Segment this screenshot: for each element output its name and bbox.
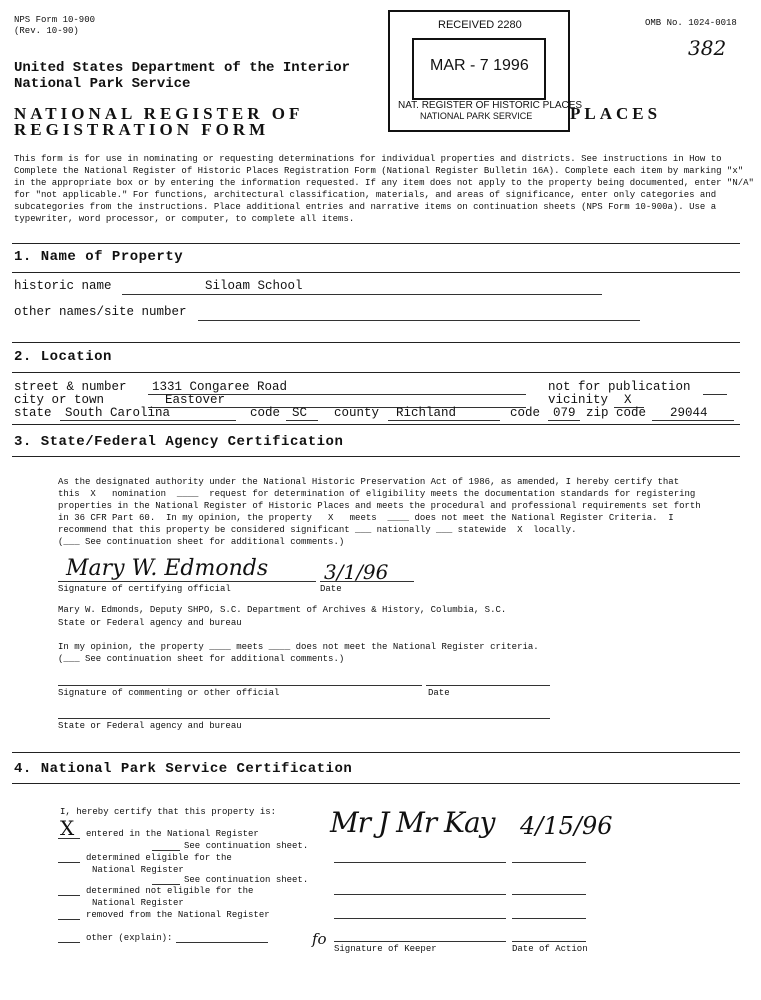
rule xyxy=(12,456,740,457)
keeper-line-1 xyxy=(334,862,506,863)
certifying-signature: Mary W. Edmonds xyxy=(66,556,269,581)
rule xyxy=(12,372,740,373)
street-value[interactable]: 1331 Congaree Road xyxy=(152,380,288,394)
entered-label: entered in the National Register xyxy=(86,829,259,839)
removed-blank[interactable] xyxy=(58,919,80,920)
determined-eligible-label-2: National Register xyxy=(92,865,184,875)
section4-heading: 4. National Park Service Certification xyxy=(14,761,353,777)
rule xyxy=(12,342,740,343)
official-name: Mary W. Edmonds, Deputy SHPO, S.C. Department of Archives & History, Columbia, S.C. xyxy=(58,605,507,615)
form-title-line1-end: PLACES xyxy=(570,104,662,123)
certifying-date: 3/1/96 xyxy=(324,560,389,584)
certification-line5: recommend that this property be considered significant ___ nationally ___ statewide X locally. xyxy=(58,525,577,535)
intro-line2: Complete the National Register of Historic Places Registration Form (National Register Bulletin 16A). Complete each item by marking "x" xyxy=(14,166,744,176)
county-label: county xyxy=(334,406,380,420)
other-names-label: other names/site number xyxy=(14,305,187,319)
intro-line5: subcategories from the instructions. Place additional entries and narrative items on continuation sheets (NPS Form 10-900a). Use a xyxy=(14,202,717,212)
zip-line xyxy=(652,420,734,421)
certify-statement: I, hereby certify that this property is: xyxy=(60,807,277,817)
agency-label: State or Federal agency and bureau xyxy=(58,618,242,628)
city-label: city or town xyxy=(14,393,105,407)
vicinity-label: vicinity xyxy=(548,393,609,407)
section3-heading: 3. State/Federal Agency Certification xyxy=(14,434,344,450)
keeper-line-2[interactable] xyxy=(334,894,506,895)
intro-line1: This form is for use in nominating or requesting determinations for individual properties and districts. See instructions in How to xyxy=(14,154,722,164)
certifying-signature-line xyxy=(58,581,316,582)
date-line-4[interactable] xyxy=(512,941,586,942)
stamp-received: RECEIVED 2280 xyxy=(438,19,522,31)
state-line xyxy=(60,420,236,421)
form-revision: (Rev. 10-90) xyxy=(14,26,79,36)
county-line xyxy=(388,420,500,421)
agency-label-2: State or Federal agency and bureau xyxy=(58,721,242,731)
determined-not-eligible-label: determined not eligible for the xyxy=(86,886,254,896)
county-code-label: code xyxy=(510,406,541,420)
state-code-label: code xyxy=(250,406,281,420)
rule xyxy=(12,752,740,753)
not-for-publication-label: not for publication xyxy=(548,380,691,394)
intro-line4: for "not applicable." For functions, architectural classification, materials, and areas of significance, enter only categories and xyxy=(14,190,717,200)
not-for-publication-blank[interactable] xyxy=(703,394,727,395)
rule xyxy=(12,243,740,244)
county-value[interactable]: Richland xyxy=(396,406,457,420)
received-stamp xyxy=(388,10,583,132)
intro-line3: in the appropriate box or by entering the information requested. If any item does not apply to the property being documented, enter "N/A" xyxy=(14,178,754,188)
rule xyxy=(12,272,740,273)
street-label: street & number xyxy=(14,380,127,394)
omb-number: OMB No. 1024-0018 xyxy=(645,18,737,28)
not-eligible-blank[interactable] xyxy=(58,895,80,896)
stamp-date: MAR - 7 1996 xyxy=(430,57,529,74)
form-title-line1: NATIONAL REGISTER OF xyxy=(14,104,304,123)
stamp-line2: NATIONAL PARK SERVICE xyxy=(420,111,533,121)
determined-not-eligible-label-2: National Register xyxy=(92,898,184,908)
see-continuation-2: See continuation sheet. xyxy=(184,875,309,885)
opinion-continuation: (___ See continuation sheet for additional comments.) xyxy=(58,654,345,664)
other-explain-label: other (explain): xyxy=(86,933,173,943)
date-of-action-label: Date of Action xyxy=(512,944,588,954)
eligible-blank[interactable] xyxy=(58,862,80,863)
commenting-signature-line[interactable] xyxy=(58,685,422,686)
zip-value[interactable]: 29044 xyxy=(670,406,708,420)
state-label: state xyxy=(14,406,52,420)
rule xyxy=(12,783,740,784)
certification-line3: properties in the National Register of Historic Places and meets the procedural and professional requirements set forth xyxy=(58,501,701,511)
zip-label: zip code xyxy=(586,406,647,420)
historic-name-label: historic name xyxy=(14,279,112,293)
keeper-signature: Mr J Mr Kay xyxy=(330,806,495,839)
cont-blank-1[interactable] xyxy=(152,850,180,851)
county-code-value[interactable]: 079 xyxy=(553,406,576,420)
service-name: National Park Service xyxy=(14,76,191,92)
historic-name-value[interactable]: Siloam School xyxy=(205,279,303,293)
certification-line4: in 36 CFR Part 60. In my opinion, the property X meets ____ does not meet the National Register Criteria. I xyxy=(58,513,674,523)
county-code-line xyxy=(548,420,580,421)
action-date: 4/15/96 xyxy=(520,812,613,840)
form-number: NPS Form 10-900 xyxy=(14,15,96,25)
other-explain-line[interactable] xyxy=(176,942,268,943)
certifying-signature-label: Signature of certifying official xyxy=(58,584,231,594)
other-names-line[interactable] xyxy=(198,320,640,321)
certification-line6: (___ See continuation sheet for additional comments.) xyxy=(58,537,345,547)
section2-heading: 2. Location xyxy=(14,349,112,365)
date-line-1 xyxy=(512,862,586,863)
intro-line6: typewriter, word processor, or computer, to complete all items. xyxy=(14,214,355,224)
entered-blank xyxy=(58,838,80,839)
agency-line[interactable] xyxy=(58,718,550,719)
opinion-line: In my opinion, the property ____ meets ____ does not meet the National Register criteria. xyxy=(58,642,539,652)
certification-line1: As the designated authority under the National Historic Preservation Act of 1986, as amended, I hereby certify that xyxy=(58,477,680,487)
date-line-3[interactable] xyxy=(512,918,586,919)
certification-line2: this X nomination ____ request for determination of eligibility meets the documentation standards for registering xyxy=(58,489,696,499)
state-value[interactable]: South Carolina xyxy=(65,406,171,420)
handwritten-number: 382 xyxy=(688,36,727,60)
other-blank[interactable] xyxy=(58,942,80,943)
certifying-date-line xyxy=(320,581,414,582)
rule xyxy=(12,424,740,425)
keeper-line-3[interactable] xyxy=(334,918,506,919)
department-name: United States Department of the Interior xyxy=(14,60,351,76)
stamp-line1: NAT. REGISTER OF HISTORIC PLACES xyxy=(398,100,583,111)
commenting-signature-label: Signature of commenting or other official xyxy=(58,688,280,698)
keeper-line-4[interactable] xyxy=(334,941,506,942)
removed-label: removed from the National Register xyxy=(86,910,270,920)
state-code-line xyxy=(286,420,318,421)
see-continuation-1: See continuation sheet. xyxy=(184,841,309,851)
state-code-value[interactable]: SC xyxy=(292,406,308,420)
commenting-date-line[interactable] xyxy=(426,685,550,686)
determined-eligible-label: determined eligible for the xyxy=(86,853,232,863)
vicinity-value[interactable]: X xyxy=(624,393,632,407)
form-title-line2: REGISTRATION FORM xyxy=(14,120,270,139)
date-line-2[interactable] xyxy=(512,894,586,895)
keeper-signature-label: Signature of Keeper xyxy=(334,944,437,954)
stamp-date-box xyxy=(412,38,546,100)
keeper-initials: fo xyxy=(312,930,327,948)
historic-name-line xyxy=(122,294,602,295)
city-value[interactable]: Eastover xyxy=(165,393,226,407)
certifying-date-label: Date xyxy=(320,584,342,594)
entered-mark[interactable]: X xyxy=(60,816,75,840)
commenting-date-label: Date xyxy=(428,688,450,698)
section1-heading: 1. Name of Property xyxy=(14,249,184,265)
